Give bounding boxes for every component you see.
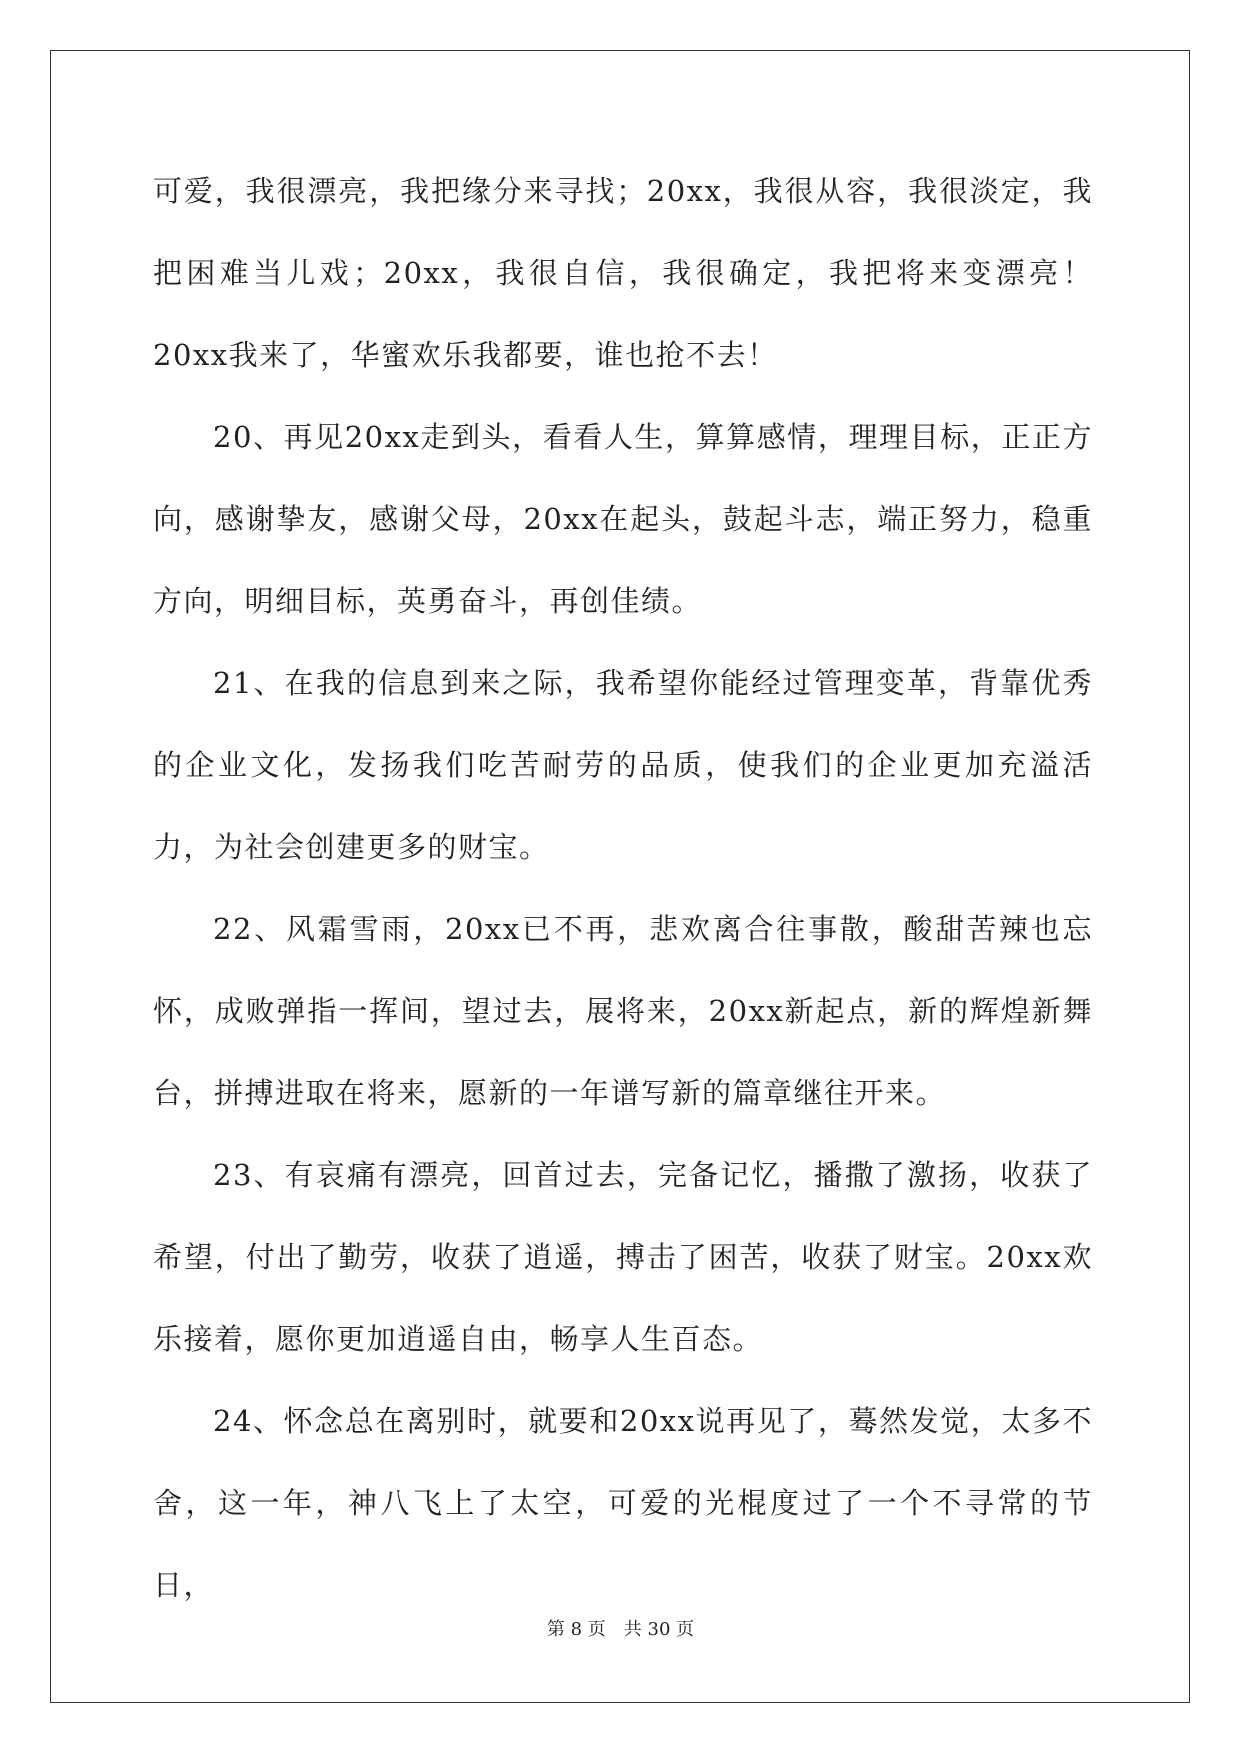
document-body bbox=[153, 150, 1093, 1626]
paragraph-item-24: 24、怀念总在离别时，就要和20xx说再见了，蓦然发觉，太多不舍，这一年，神八飞上了太空，可爱的光棍度过了一个不寻常的节日， bbox=[153, 1404, 1093, 1602]
paragraph-item-22: 22、风霜雪雨，20xx已不再，悲欢离合往事散，酸甜苦辣也忘怀，成败弹指一挥间，望过去，展将来，20xx新起点，新的辉煌新舞台，拼搏进取在将来，愿新的一年谱写新的篇章继往开来。 bbox=[153, 912, 1093, 1110]
page-number-footer: 第 8 页 共 30 页 bbox=[546, 1619, 695, 1640]
paragraph-item-20: 20、再见20xx走到头，看看人生，算算感情，理理目标，正正方向，感谢挚友，感谢父母，20xx在起头，鼓起斗志，端正努力，稳重方向，明细目标，英勇奋斗，再创佳绩。 bbox=[153, 420, 1093, 618]
paragraph-continuation: 可爱，我很漂亮，我把缘分来寻找；20xx，我很从容，我很淡定，我把困难当儿戏；20xx，我很自信，我很确定，我把将来变漂亮！20xx我来了，华蜜欢乐我都要，谁也抢不去！ bbox=[153, 174, 1093, 372]
paragraph-item-21: 21、在我的信息到来之际，我希望你能经过管理变革，背靠优秀的企业文化，发扬我们吃苦耐劳的品质，使我们的企业更加充溢活力，为社会创建更多的财宝。 bbox=[153, 666, 1093, 864]
paragraph-item-23: 23、有哀痛有漂亮，回首过去，完备记忆，播撒了激扬，收获了希望，付出了勤劳，收获了逍遥，搏击了困苦，收获了财宝。20xx欢乐接着，愿你更加逍遥自由，畅享人生百态。 bbox=[153, 1158, 1093, 1356]
